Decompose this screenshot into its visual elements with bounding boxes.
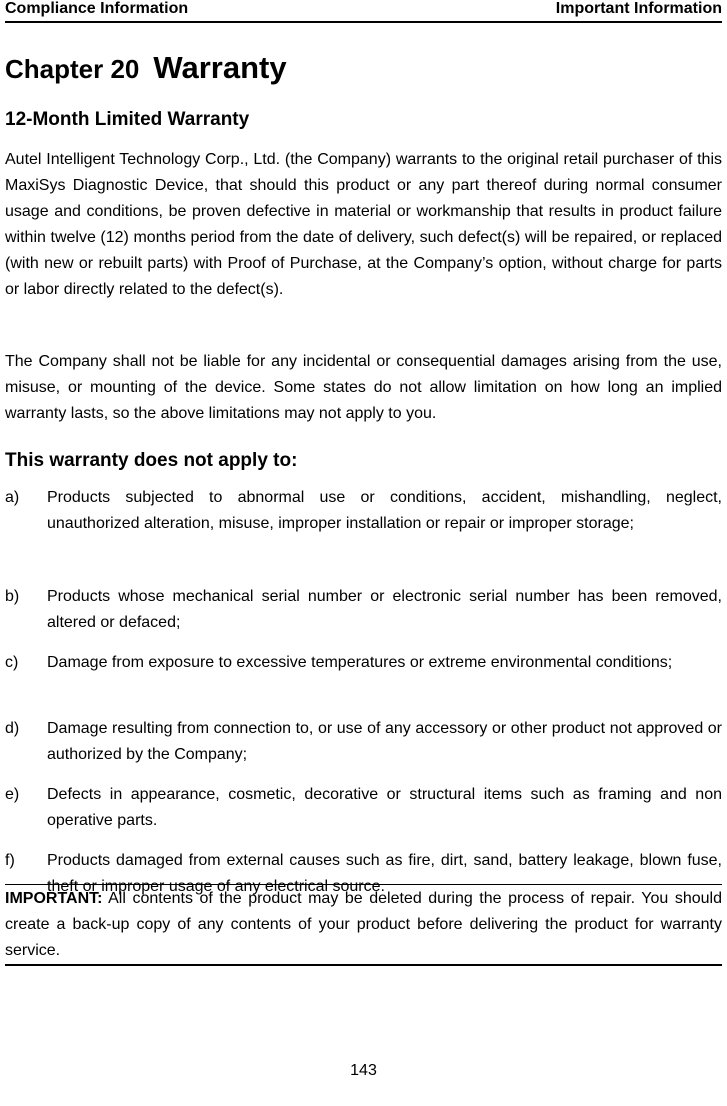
- exclusion-item: [5, 716, 722, 768]
- header-left-title: Compliance Information: [5, 0, 189, 17]
- list-marker: a): [5, 489, 20, 506]
- exclusion-item: [5, 584, 722, 636]
- exclusion-item: [5, 782, 722, 834]
- exclusion-item: [5, 650, 722, 676]
- chapter-title: [5, 50, 287, 87]
- warranty-paragraph: Autel Intelligent Technology Corp., Ltd. (the Company) warrants to the original retail purchaser of this MaxiSys Diagnostic Device, that should this product or any part thereof during normal consumer usage and conditions, be proven defective in material or workmanship that results in product failure within twelve (12) months period from the date of delivery, such defect(s) will be repaired, or replaced (with new or rebuilt parts) with Proof of Purchase, at the Company’s option, without charge for parts or labor directly related to the defect(s).: [5, 151, 722, 298]
- list-marker: c): [5, 654, 19, 671]
- liability-paragraph: The Company shall not be liable for any incidental or consequential damages arising from the use, misuse, or mounting of the device. Some states do not allow limitation on how long an implied warranty lasts, so the above limitations may not apply to you.: [5, 353, 722, 422]
- list-marker: f): [5, 852, 15, 869]
- chapter-number: Chapter 20: [5, 54, 140, 84]
- exclusions-heading: This warranty does not apply to:: [5, 450, 298, 471]
- list-marker: b): [5, 588, 20, 605]
- header-right-title: Important Information: [555, 0, 722, 17]
- page-number: 143: [350, 1062, 377, 1079]
- important-notice: [5, 884, 722, 966]
- exclusion-text: Products subjected to abnormal use or conditions, accident, mishandling, neglect, unauthorized alteration, misuse, improper installation or repair or improper storage;: [47, 489, 722, 532]
- section-heading: 12-Month Limited Warranty: [5, 109, 250, 130]
- list-marker: e): [5, 786, 20, 803]
- document-page: [5, 0, 722, 1106]
- running-header: [5, 0, 722, 23]
- exclusion-text: Products whose mechanical serial number or electronic serial number has been removed, altered or defaced;: [47, 588, 722, 631]
- exclusion-text: Products damaged from external causes such as fire, dirt, sand, battery leakage, blown fuse, theft or improper usage of any electrical source.: [47, 852, 722, 895]
- exclusion-text: Damage from exposure to excessive temperatures or extreme environmental conditions;: [47, 654, 673, 671]
- list-marker: d): [5, 720, 20, 737]
- important-label: IMPORTANT:: [5, 890, 103, 907]
- chapter-name: Warranty: [153, 50, 287, 85]
- exclusion-text: Damage resulting from connection to, or use of any accessory or other product not approved or authorized by the Company;: [47, 720, 722, 763]
- important-text: All contents of the product may be deleted during the process of repair. You should create a back-up copy of any contents of your product before delivering the product for warranty service.: [5, 890, 722, 959]
- exclusion-text: Defects in appearance, cosmetic, decorative or structural items such as framing and non operative parts.: [47, 786, 722, 829]
- exclusion-item: [5, 485, 722, 537]
